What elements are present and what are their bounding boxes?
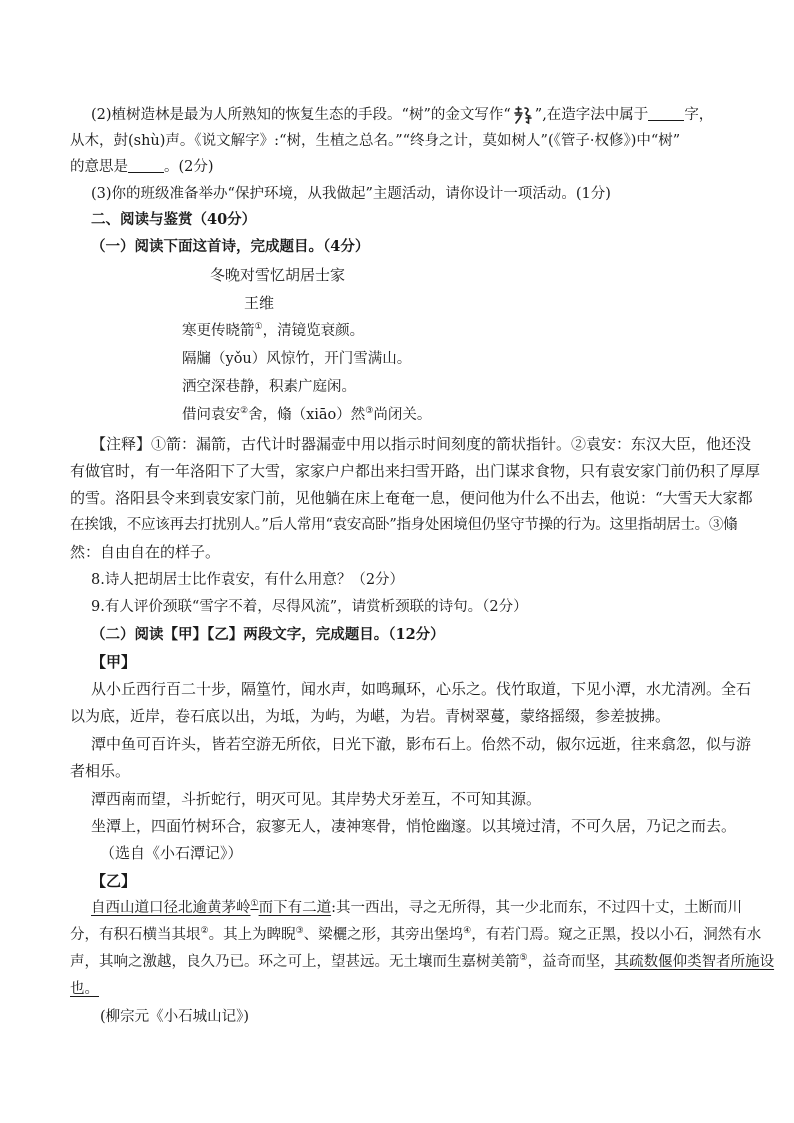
question-9: 9.有人评价颈联“雪字不着，尽得风流”，请赏析颈联的诗句。（2分） [91, 599, 528, 615]
yi-underlined-1: 自西山道口径北逾黄茅岭 [91, 900, 251, 916]
part2-heading: （二）阅读【甲】【乙】两段文字，完成题目。（12分） [91, 626, 445, 643]
notes-line-1: 【注释】①箭：漏箭，古代计时器漏壶中用以指示时间刻度的箭状指针。②袁安：东汉大臣，他还没 [91, 435, 752, 453]
yi-source: (柳宗元《小石城山记》) [100, 1009, 250, 1025]
poem-line-4: 借问袁安②舍，翛（xiāo）然③尚闭关。 [182, 406, 432, 423]
yi-underlined-4: 也。 [70, 981, 99, 997]
poem-line-3: 洒空深巷静，积素广庭闲。 [182, 379, 356, 395]
yi-underlined-3: 其疏数偃仰类智者所施设 [614, 954, 775, 970]
section-heading: 二、阅读与鉴赏（40分） [91, 211, 257, 228]
question-8: 8.诗人把胡居士比作袁安，有什么用意？（2分） [91, 572, 405, 588]
poem-line-2: 隔牖（yǒu）风惊竹，开门雪满山。 [182, 351, 412, 367]
yi-line-1: 自西山道口径北逾黄茅岭①而下有二道:其一西出，寻之无所得，其一少北而东，不过四十丈，土断而川 [91, 899, 742, 916]
yi-line-3: 声，其响之激越，良久乃已。环之可上，望甚远。无土壤而生嘉树美箭⑤，益奇而坚，其疏数偃仰类智者所施设 [70, 953, 775, 970]
jia-para-3: 潭西南而望，斗折蛇行，明灭可见。其岸势犬牙差互，不可知其源。 [91, 790, 542, 808]
answer-blank-2[interactable] [128, 158, 164, 173]
jia-para-1-line-2: 以为底，近岸，卷石底以出，为坻，为屿，为嵁，为岩。青树翠蔓，蒙络摇缀，参差披拂。 [70, 707, 671, 725]
jia-label: 【甲】 [91, 653, 137, 671]
notes-line-3: 的雪。洛阳县令来到袁安家门前，见他躺在床上奄奄一息，便问他为什么不出去，他说：“大雪天大家都 [70, 489, 753, 507]
yi-line-2: 分，有积石横当其垠②。其上为睥睨③、梁欐之形，其旁出堡坞④，有若门焉。窥之正黑，投以小石，洞然有水 [70, 926, 762, 943]
yi-line-4 [70, 979, 99, 999]
q2-line-3: 的意思是 。(2分) [70, 159, 214, 175]
q2-line-1: (2)植树造林是最为人所熟知的恢复生态的手段。“树”的金文写作“ ”,在造字法中属于 字， [91, 107, 714, 123]
answer-blank-1[interactable] [648, 106, 684, 121]
notes-line-4: 在挨饿，不应该再去打扰别人。”后人常用“袁安高卧”指身处困境但仍坚守节操的行为。这里指胡居士。③翛 [70, 517, 738, 533]
poem-line-1: 寒更传晓箭①，清镜览衰颜。 [182, 322, 365, 339]
jinwen-shu-glyph-icon [513, 105, 533, 125]
q2-line-2: 从木，尌(shù)声。《说文解字》:“树，生植之总名。”“终身之计，莫如树人”(《管子·权修》)中“树” [70, 133, 681, 149]
jia-para-4: 坐潭上，四面竹树环合，寂寥无人，凄神寒骨，悄怆幽邃。以其境过清，不可久居，乃记之而去。 [91, 817, 737, 835]
yi-label: 【乙】 [91, 872, 137, 890]
notes-line-5: 然：自由自在的样子。 [70, 543, 221, 561]
jia-para-1-line-1: 从小丘西行百二十步，隔篁竹，闻水声，如鸣珮环，心乐之。伐竹取道，下见小潭，水尤清冽。全石 [91, 680, 752, 698]
jia-para-2-line-1: 潭中鱼可百许头，皆若空游无所依，日光下澈，影布石上。佁然不动，俶尔远逝，往来翕忽，似与游 [91, 735, 752, 753]
part1-heading: （一）阅读下面这首诗，完成题目。（4分） [91, 238, 370, 255]
jia-para-2-line-2: 者相乐。 [70, 762, 131, 780]
poem-title: 冬晚对雪忆胡居士家 [210, 266, 346, 284]
q3-line: (3)你的班级准备举办“保护环境，从我做起”主题活动，请你设计一项活动。(1分) [91, 186, 611, 202]
yi-underlined-2: 而下有二道 [258, 900, 332, 916]
notes-line-2: 有做官时，有一年洛阳下了大雪，家家户户都出来扫雪开路，出门谋求食物，只有袁安家门前仍积了厚厚 [70, 462, 761, 480]
jia-source: （选自《小石潭记》） [100, 844, 243, 862]
poet-name: 王维 [244, 294, 275, 312]
